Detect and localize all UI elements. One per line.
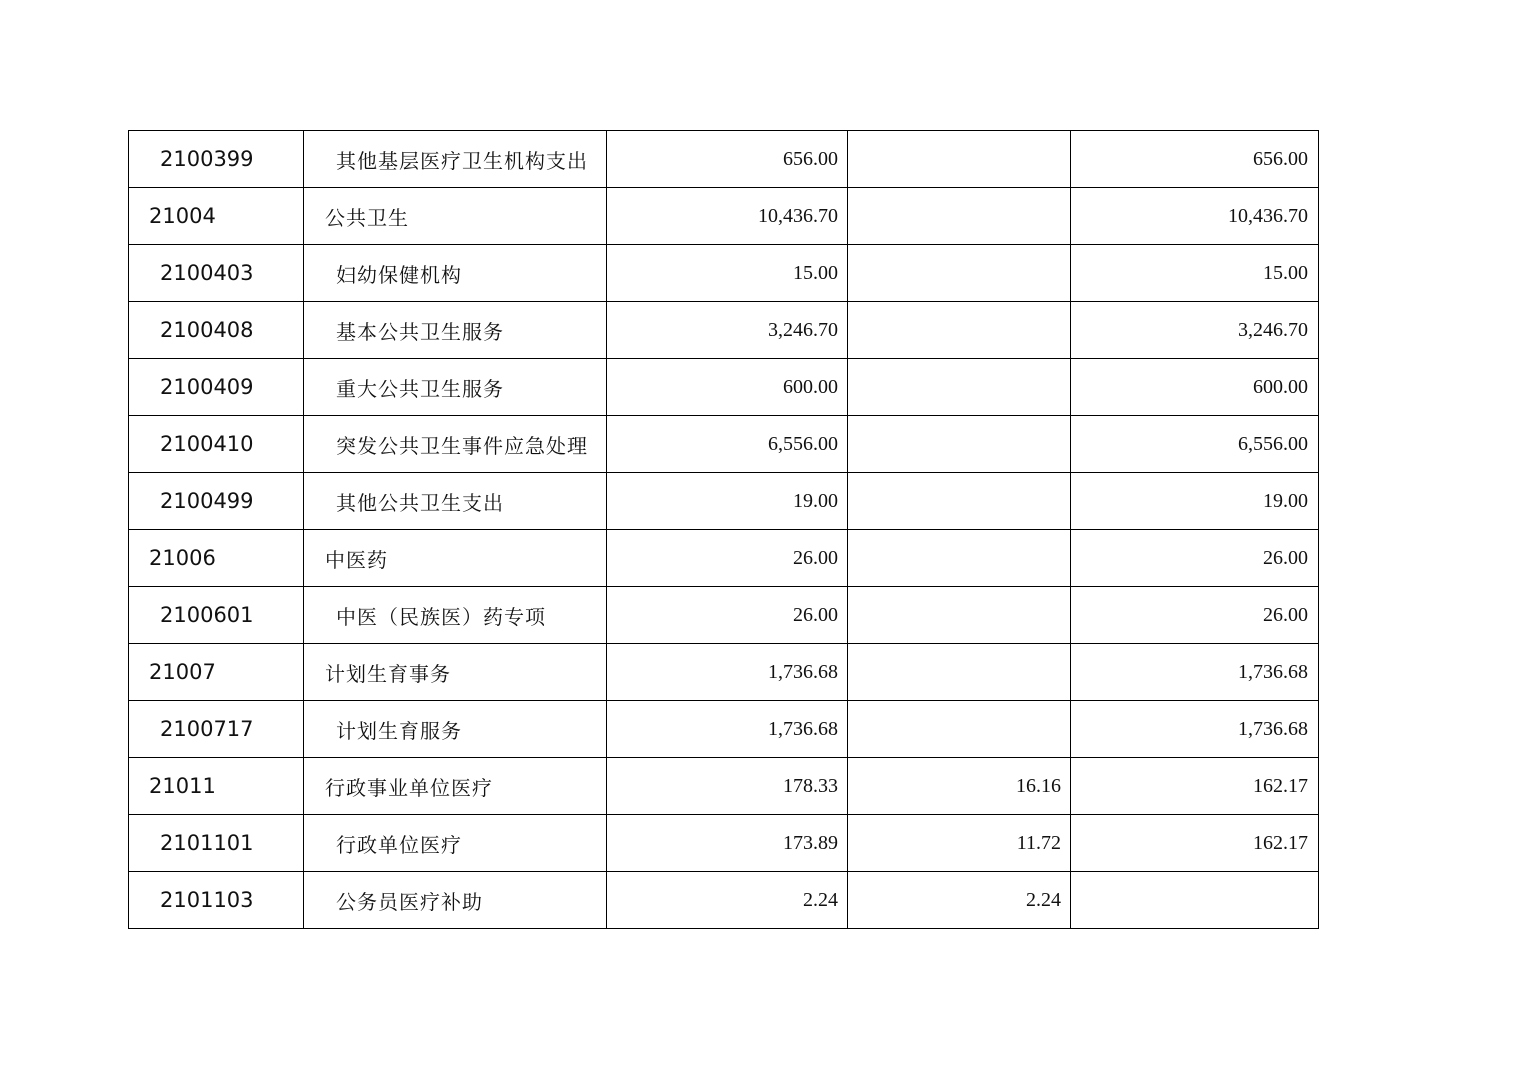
subject-name-cell: 其他基层医疗卫生机构支出 [304,131,607,188]
basic-expenditure-cell [848,359,1071,416]
project-expenditure-cell: 162.17 [1071,815,1319,872]
basic-expenditure-cell: 2.24 [848,872,1071,929]
subject-code-cell: 21007 [129,644,304,701]
subject-code-cell: 2100409 [129,359,304,416]
subject-code-cell: 2100601 [129,587,304,644]
table-row [129,872,1319,929]
total-amount-cell: 173.89 [607,815,848,872]
subject-code-cell: 2100717 [129,701,304,758]
total-amount-cell: 656.00 [607,131,848,188]
project-expenditure-cell: 600.00 [1071,359,1319,416]
basic-expenditure-cell [848,530,1071,587]
project-expenditure-cell: 656.00 [1071,131,1319,188]
subject-name-cell: 行政单位医疗 [304,815,607,872]
total-amount-cell: 600.00 [607,359,848,416]
subject-code-cell: 2101101 [129,815,304,872]
basic-expenditure-cell [848,245,1071,302]
basic-expenditure-cell [848,302,1071,359]
subject-name-cell: 基本公共卫生服务 [304,302,607,359]
basic-expenditure-cell: 16.16 [848,758,1071,815]
subject-name-cell: 公务员医疗补助 [304,872,607,929]
project-expenditure-cell [1071,872,1319,929]
subject-code-cell: 2100408 [129,302,304,359]
subject-name-cell: 计划生育事务 [304,644,607,701]
project-expenditure-cell: 19.00 [1071,473,1319,530]
total-amount-cell: 178.33 [607,758,848,815]
project-expenditure-cell: 26.00 [1071,587,1319,644]
total-amount-cell: 26.00 [607,530,848,587]
subject-name-cell: 计划生育服务 [304,701,607,758]
total-amount-cell: 19.00 [607,473,848,530]
subject-code-cell: 21006 [129,530,304,587]
subject-code-cell: 2100399 [129,131,304,188]
table-row [129,473,1319,530]
basic-expenditure-cell [848,644,1071,701]
total-amount-cell: 6,556.00 [607,416,848,473]
total-amount-cell: 1,736.68 [607,701,848,758]
table-row [129,758,1319,815]
basic-expenditure-cell [848,587,1071,644]
project-expenditure-cell: 6,556.00 [1071,416,1319,473]
total-amount-cell: 10,436.70 [607,188,848,245]
total-amount-cell: 26.00 [607,587,848,644]
basic-expenditure-cell [848,188,1071,245]
table-row [129,587,1319,644]
subject-name-cell: 妇幼保健机构 [304,245,607,302]
subject-code-cell: 2100403 [129,245,304,302]
table-row [129,416,1319,473]
subject-code-cell: 2100499 [129,473,304,530]
table-row [129,302,1319,359]
table-row [129,530,1319,587]
project-expenditure-cell: 3,246.70 [1071,302,1319,359]
table-row [129,245,1319,302]
project-expenditure-cell: 15.00 [1071,245,1319,302]
project-expenditure-cell: 10,436.70 [1071,188,1319,245]
total-amount-cell: 3,246.70 [607,302,848,359]
project-expenditure-cell: 26.00 [1071,530,1319,587]
subject-code-cell: 21011 [129,758,304,815]
subject-name-cell: 公共卫生 [304,188,607,245]
subject-name-cell: 突发公共卫生事件应急处理 [304,416,607,473]
basic-expenditure-cell [848,131,1071,188]
subject-name-cell: 中医（民族医）药专项 [304,587,607,644]
project-expenditure-cell: 162.17 [1071,758,1319,815]
subject-name-cell: 重大公共卫生服务 [304,359,607,416]
basic-expenditure-cell [848,416,1071,473]
subject-name-cell: 行政事业单位医疗 [304,758,607,815]
basic-expenditure-cell: 11.72 [848,815,1071,872]
subject-name-cell: 其他公共卫生支出 [304,473,607,530]
table-row [129,359,1319,416]
basic-expenditure-cell [848,701,1071,758]
table-row [129,815,1319,872]
subject-code-cell: 2100410 [129,416,304,473]
table-row [129,644,1319,701]
project-expenditure-cell: 1,736.68 [1071,644,1319,701]
total-amount-cell: 2.24 [607,872,848,929]
total-amount-cell: 15.00 [607,245,848,302]
table-row [129,701,1319,758]
total-amount-cell: 1,736.68 [607,644,848,701]
budget-expenditure-table [128,130,1319,929]
basic-expenditure-cell [848,473,1071,530]
subject-code-cell: 2101103 [129,872,304,929]
table-row [129,131,1319,188]
subject-code-cell: 21004 [129,188,304,245]
subject-name-cell: 中医药 [304,530,607,587]
table-body [129,131,1319,929]
project-expenditure-cell: 1,736.68 [1071,701,1319,758]
table-row [129,188,1319,245]
